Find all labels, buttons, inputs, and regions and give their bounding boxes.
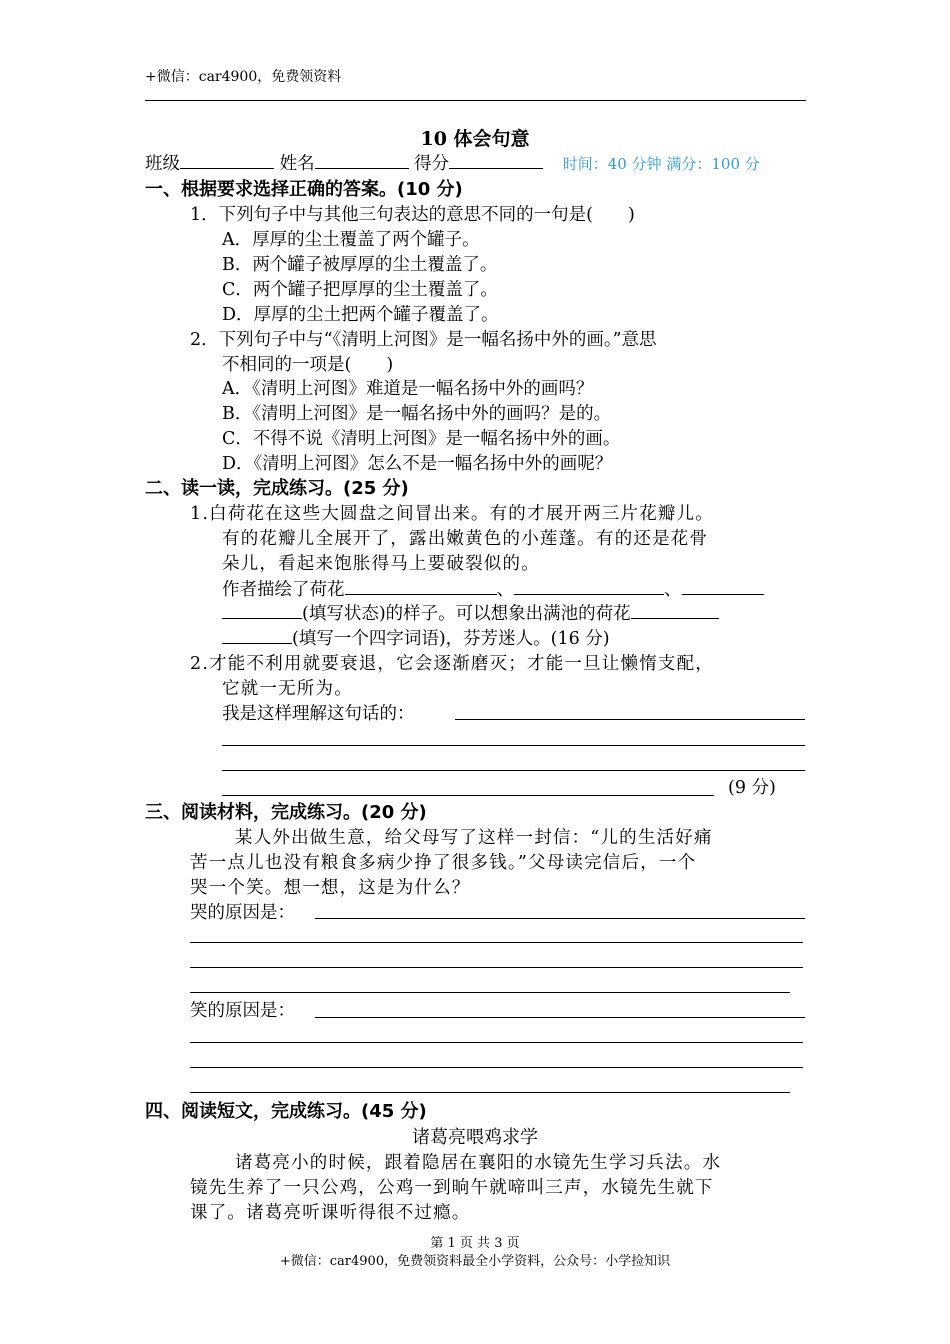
q1-stem: 1．下列句子中与其他三句表达的意思不同的一句是( ) bbox=[190, 205, 635, 225]
fill-blank-3b[interactable] bbox=[222, 617, 302, 619]
header-note: +微信：car4900，免费领资料 bbox=[145, 69, 342, 85]
fill-blank-4[interactable] bbox=[631, 617, 719, 619]
laugh-label: 笑的原因是： bbox=[190, 1001, 295, 1021]
q2-score: (9 分) bbox=[728, 778, 776, 798]
answer-line[interactable] bbox=[222, 770, 805, 771]
name-label: 姓名 bbox=[279, 154, 315, 174]
material-line: 某人外出做生意，给父母写了这样一封信：“儿的生活好痛 bbox=[235, 828, 713, 848]
laugh-answer-line[interactable] bbox=[190, 1092, 790, 1093]
class-blank[interactable] bbox=[180, 167, 274, 169]
fill-line-2 bbox=[222, 600, 719, 625]
time-info: 时间：40 分钟 满分：100 分 bbox=[562, 155, 760, 173]
answer-line[interactable] bbox=[455, 719, 805, 720]
cry-answer-line[interactable] bbox=[190, 942, 803, 943]
q2-option-b: B．《清明上河图》是一幅名扬中外的画吗？是的。 bbox=[222, 404, 612, 424]
material-line: 苦一点儿也没有粮食多病少挣了很多钱。”父母读完信后，一个 bbox=[190, 853, 697, 873]
fill-line-1 bbox=[222, 576, 764, 601]
quote-line: 2.才能不利用就要衰退，它会逐渐磨灭；才能一旦让懒惰支配， bbox=[190, 654, 714, 674]
header-rule bbox=[145, 100, 806, 101]
cry-answer-line[interactable] bbox=[315, 918, 805, 919]
fill-blank-4b[interactable] bbox=[222, 642, 292, 644]
fill-blank-3[interactable] bbox=[682, 593, 764, 595]
cry-label: 哭的原因是： bbox=[190, 903, 295, 923]
section-4-heading: 四、阅读短文，完成练习。(45 分) bbox=[145, 1101, 427, 1122]
q2-option-d: D．《清明上河图》怎么不是一幅名扬中外的画呢？ bbox=[222, 454, 613, 474]
section-2-heading: 二、读一读，完成练习。(25 分) bbox=[145, 478, 409, 499]
q2-stem-line2: 不相同的一项是( ) bbox=[222, 355, 394, 375]
page-number: 第 1 页 共 3 页 bbox=[430, 1236, 520, 1251]
passage-line: 朵儿，看起来饱胀得马上要破裂似的。 bbox=[222, 554, 540, 574]
story-line: 课了。诸葛亮听课听得很不过瘾。 bbox=[190, 1203, 471, 1223]
q2-option-c: C．不得不说《清明上河图》是一幅名扬中外的画。 bbox=[222, 429, 621, 449]
info-row bbox=[145, 150, 760, 175]
fill-text-2: (填写一个四字词语)，芬芳迷人。(16 分) bbox=[292, 629, 610, 649]
footer-note: +微信：car4900，免费领资料最全小学资料，公众号：小学捡知识 bbox=[279, 1254, 671, 1269]
q2-stem-line1: 2．下列句子中与“《清明上河图》是一幅名扬中外的画。”意思 bbox=[190, 330, 657, 350]
section-1-heading: 一、根据要求选择正确的答案。(10 分) bbox=[145, 179, 463, 200]
q2-option-a: A．《清明上河图》难道是一幅名扬中外的画吗？ bbox=[222, 379, 594, 399]
laugh-answer-line[interactable] bbox=[315, 1017, 805, 1018]
fill-line-3 bbox=[222, 625, 610, 650]
name-blank[interactable] bbox=[315, 167, 409, 169]
passage-line: 1.白荷花在这些大圆盘之间冒出来。有的才展开两三片花瓣儿。 bbox=[190, 504, 714, 524]
laugh-answer-line[interactable] bbox=[190, 1067, 803, 1068]
section-3-heading: 三、阅读材料，完成练习。(20 分) bbox=[145, 802, 427, 823]
laugh-answer-line[interactable] bbox=[190, 1042, 803, 1043]
cry-answer-line[interactable] bbox=[190, 992, 790, 993]
fill-prompt: 作者描绘了荷花 bbox=[222, 580, 345, 600]
q1-option-d: D．厚厚的尘土把两个罐子覆盖了。 bbox=[222, 305, 499, 325]
understanding-prompt: 我是这样理解这句话的： bbox=[222, 704, 415, 724]
q1-option-a: A．厚厚的尘土覆盖了两个罐子。 bbox=[222, 230, 480, 250]
score-blank[interactable] bbox=[449, 167, 543, 169]
class-label: 班级 bbox=[145, 154, 180, 174]
fill-blank-2[interactable] bbox=[514, 593, 664, 595]
story-title: 诸葛亮喂鸡求学 bbox=[412, 1127, 538, 1148]
story-line: 诸葛亮小的时候，跟着隐居在襄阳的水镜先生学习兵法。水 bbox=[235, 1153, 722, 1173]
answer-line[interactable] bbox=[222, 795, 714, 796]
q1-option-c: C．两个罐子把厚厚的尘土覆盖了。 bbox=[222, 280, 498, 300]
passage-line: 有的花瓣儿全展开了，露出嫩黄色的小莲蓬。有的还是花骨 bbox=[222, 529, 709, 549]
separator: 、 bbox=[664, 580, 682, 600]
q1-option-b: B．两个罐子被厚厚的尘土覆盖了。 bbox=[222, 255, 498, 275]
material-line: 哭一个笑。想一想，这是为什么？ bbox=[190, 878, 471, 898]
fill-blank-1[interactable] bbox=[345, 593, 497, 595]
story-line: 镜先生养了一只公鸡，公鸡一到晌午就啼叫三声，水镜先生就下 bbox=[190, 1178, 714, 1198]
answer-line[interactable] bbox=[222, 745, 805, 746]
quote-line: 它就一无所为。 bbox=[222, 679, 353, 699]
separator: 、 bbox=[496, 580, 514, 600]
cry-answer-line[interactable] bbox=[190, 967, 803, 968]
score-label: 得分 bbox=[414, 154, 450, 174]
fill-text-1: (填写状态)的样子。可以想象出满池的荷花 bbox=[302, 604, 631, 624]
page-title: 10 体会句意 bbox=[420, 128, 530, 150]
